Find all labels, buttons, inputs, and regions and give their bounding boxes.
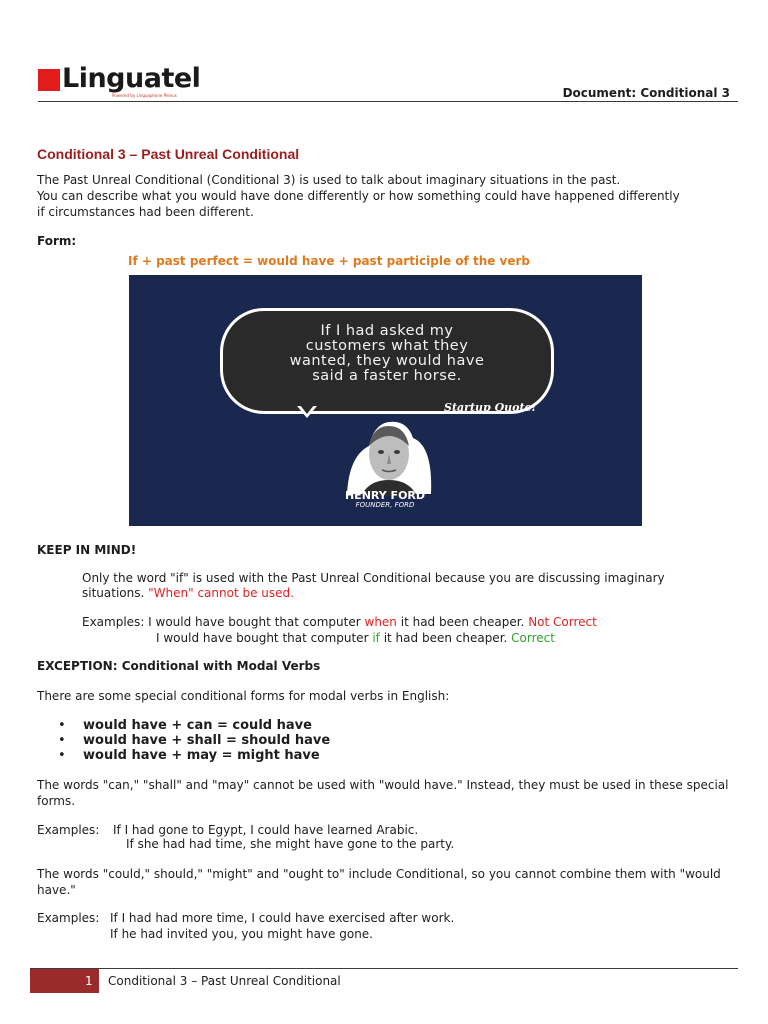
quote-image [129,275,642,526]
speech-bubble [220,308,554,414]
list-item [58,718,330,733]
example-sentence: If I had gone to Egypt, I could have learned Arabic. [113,823,419,837]
warning-text: "When" cannot be used. [148,586,294,600]
footer-title: Conditional 3 – Past Unreal Conditional [108,974,341,988]
intro-paragraph [37,172,737,220]
example-text: I would have bought that computer [156,631,373,645]
modal-note: The words "could," should," "might" and "ought to" include Conditional, so you cannot combine them with "would have." [37,867,721,897]
quote-text [223,324,551,384]
quote-line: said a faster horse. [312,368,462,384]
example-text: it had been cheaper. [379,631,512,645]
example-sentence: If he had invited you, you might have gone. [110,927,373,941]
verdict-not-correct: Not Correct [528,615,597,629]
modal-note: The words "can," "shall" and "may" cannot be used with "would have." Instead, they must be used in these special forms. [37,778,729,808]
examples-label: Examples: [37,911,100,925]
header-divider [38,101,738,102]
portrait-icon [339,416,439,496]
logo: Linguatel [62,63,201,94]
quote-line: customers what they [305,338,469,354]
quote-source: Startup Quote! [444,401,537,414]
example-text: it had been cheaper. [396,615,529,629]
list-item-text: would have + may = might have [83,748,320,763]
form-formula: If + past perfect = would have + past participle of the verb [128,254,531,268]
keep-in-mind-title: KEEP IN MIND! [37,543,137,557]
example-sentence: If she had had time, she might have gone to the party. [126,837,455,851]
logo-tagline: Powered by Linguaphone Plenus [112,93,177,98]
bullet-icon: • [58,748,66,763]
author-name: HENRY FORD [344,489,426,502]
author-title: FOUNDER, FORD [355,501,415,509]
example-sentence: If I had had more time, I could have exercised after work. [110,911,455,925]
modal-intro: There are some special conditional forms for modal verbs in English: [37,689,450,703]
list-item [58,733,330,748]
form-label: Form: [37,234,77,248]
highlight-word: if [372,631,380,645]
exception-title: EXCEPTION: Conditional with Modal Verbs [37,659,321,673]
highlight-word: when [364,615,397,629]
modal-forms-list [58,718,330,763]
bullet-icon: • [58,733,66,748]
footer-divider [30,968,738,969]
list-item-text: would have + shall = should have [83,733,331,748]
example-correct [156,630,555,646]
verdict-correct: Correct [511,631,555,645]
example-text: Examples: I would have bought that computer [82,615,365,629]
quote-line: If I had asked my [320,323,454,339]
list-item [58,748,330,763]
section-title: Conditional 3 – Past Unreal Conditional [37,146,300,162]
example-incorrect [82,614,597,630]
quote-line: wanted, they would have [289,353,485,369]
examples-label: Examples: [37,823,100,837]
intro-line: You can describe what you would have done differently or how something could have happened differently [37,189,680,203]
speech-bubble-tail-inner [300,405,314,414]
bullet-icon: • [58,718,66,733]
intro-line: if circumstances had been different. [37,205,254,219]
intro-line: The Past Unreal Conditional (Conditional 3) is used to talk about imaginary situations in the past. [37,173,621,187]
logo-mark [38,69,60,91]
page-number: 1 [85,974,93,988]
keep-in-mind-text: situations. [82,586,149,600]
list-item-text: would have + can = could have [83,718,312,733]
keep-in-mind-line [82,585,294,601]
document-label: Document: Conditional 3 [562,86,730,100]
keep-in-mind-line: Only the word "if" is used with the Past Unreal Conditional because you are discussing imaginary [82,571,665,585]
